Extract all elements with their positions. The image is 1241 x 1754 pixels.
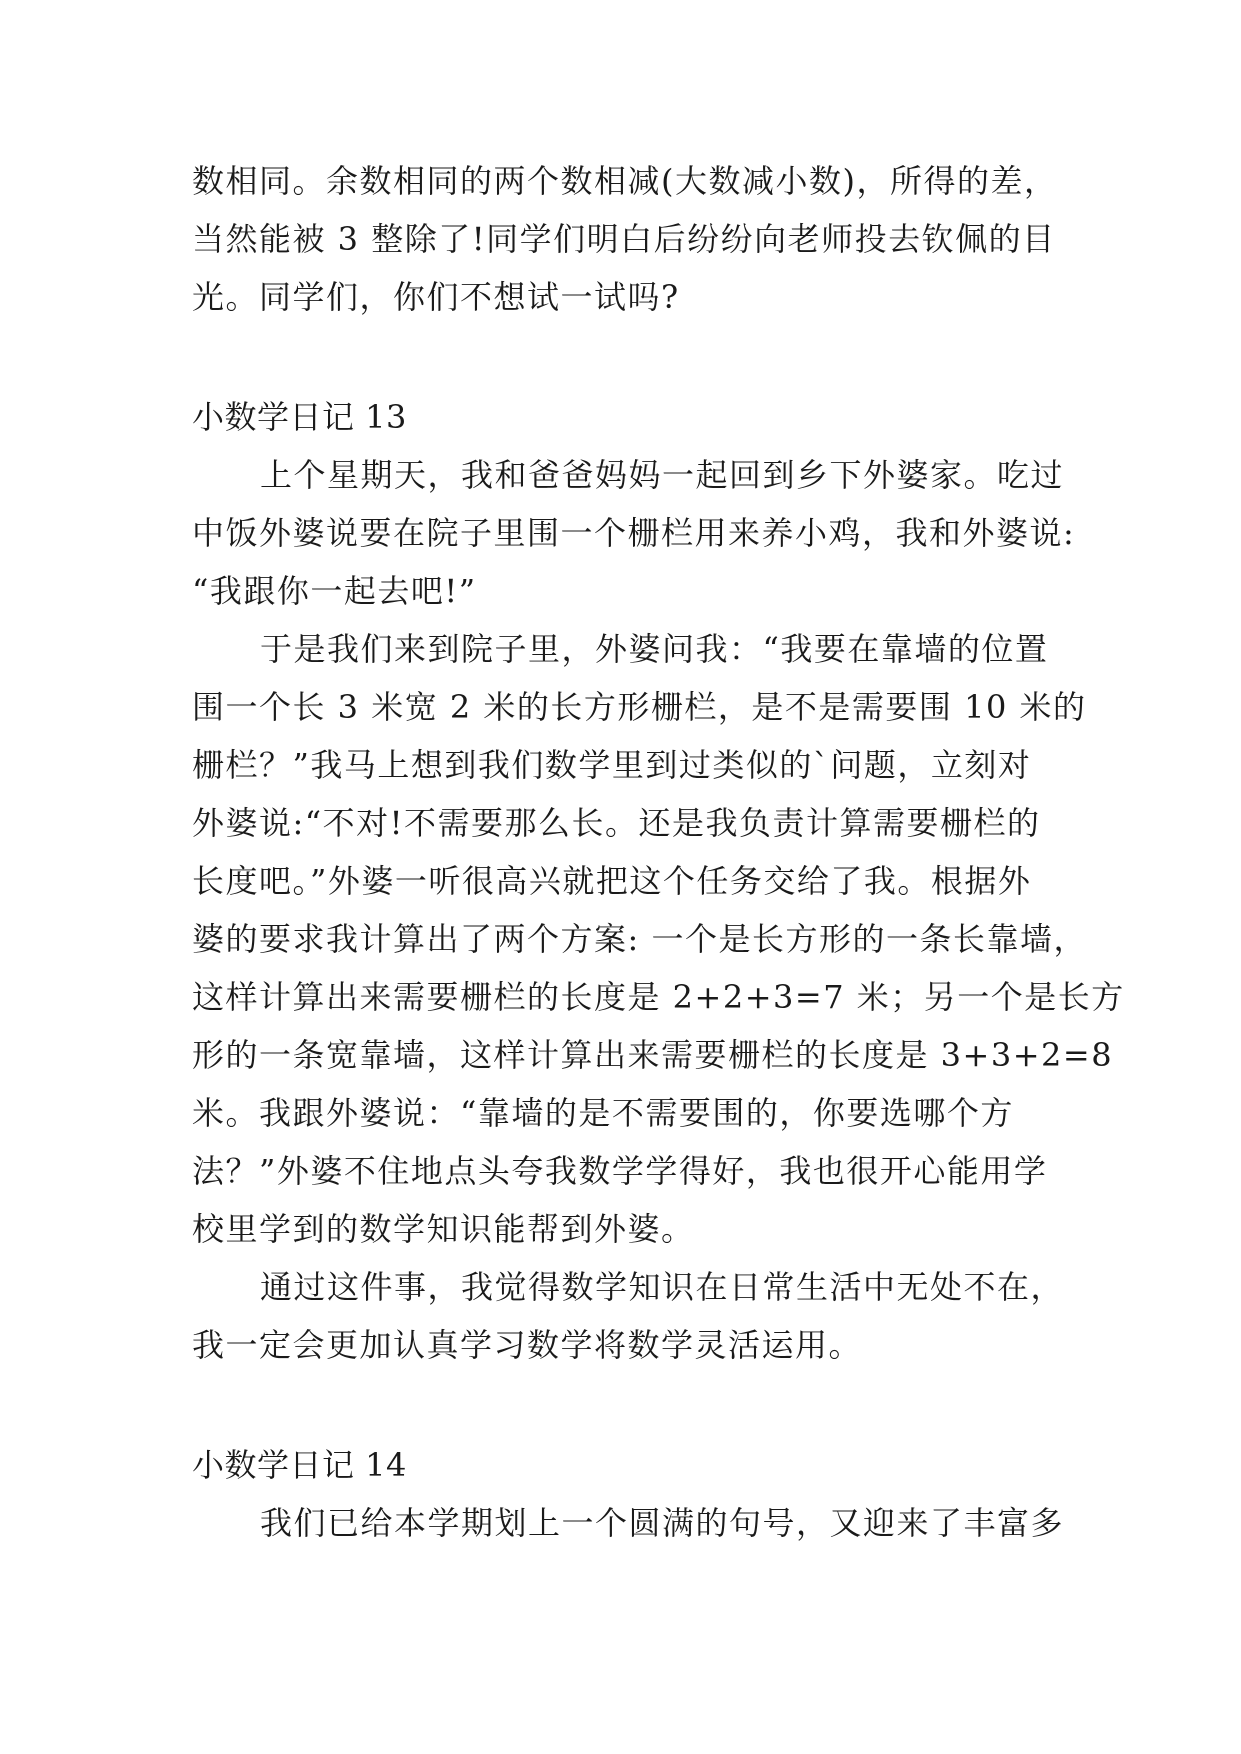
text-line: 米。我跟外婆说：“靠墙的是不需要围的，你要选哪个方 bbox=[192, 1094, 1014, 1132]
paragraph bbox=[192, 1494, 1065, 1552]
text-line: 形的一条宽靠墙，这样计算出来需要栅栏的长度是 3+3+2=8 bbox=[192, 1036, 1114, 1074]
text-line: 栅栏？”我马上想到我们数学里到过类似的`问题，立刻对 bbox=[192, 746, 1032, 784]
document-page bbox=[192, 152, 1125, 1552]
continued-paragraph bbox=[192, 152, 1062, 326]
text-line: 校里学到的数学知识能帮到外婆。 bbox=[192, 1210, 695, 1248]
text-line: 婆的要求我计算出了两个方案: 一个是长方形的一条长靠墙， bbox=[192, 920, 1087, 958]
text-line: 我们已给本学期划上一个圆满的句号，又迎来了丰富多 bbox=[260, 1504, 1065, 1542]
paragraph bbox=[192, 620, 1125, 1258]
text-line: 光。同学们，你们不想试一试吗? bbox=[192, 278, 680, 316]
text-line: 数相同。余数相同的两个数相减(大数减小数)，所得的差， bbox=[192, 162, 1058, 200]
diary-13-section bbox=[192, 388, 1125, 1374]
text-line: 上个星期天，我和爸爸妈妈一起回到乡下外婆家。吃过 bbox=[260, 456, 1065, 494]
text-line: 围一个长 3 米宽 2 米的长方形栅栏，是不是需要围 10 米的 bbox=[192, 688, 1087, 726]
text-line: 长度吧。”外婆一听很高兴就把这个任务交给了我。根据外 bbox=[192, 862, 1032, 900]
text-line: 外婆说:“不对!不需要那么长。还是我负责计算需要栅栏的 bbox=[192, 804, 1041, 842]
section-title: 小数学日记 13 bbox=[192, 398, 407, 436]
text-line: 这样计算出来需要栅栏的长度是 2+2+3=7 米；另一个是长方 bbox=[192, 978, 1125, 1016]
text-line: “我跟你一起去吧!” bbox=[192, 572, 477, 610]
text-line: 我一定会更加认真学习数学将数学灵活运用。 bbox=[192, 1326, 863, 1364]
diary-14-section bbox=[192, 1436, 1065, 1552]
text-line: 法？”外婆不住地点头夸我数学学得好，我也很开心能用学 bbox=[192, 1152, 1048, 1190]
text-line: 通过这件事，我觉得数学知识在日常生活中无处不在， bbox=[260, 1268, 1065, 1306]
text-line: 当然能被 3 整除了!同学们明白后纷纷向老师投去钦佩的目 bbox=[192, 220, 1056, 258]
text-line: 中饭外婆说要在院子里围一个栅栏用来养小鸡，我和外婆说: bbox=[192, 514, 1076, 552]
paragraph bbox=[192, 1258, 1065, 1374]
paragraph bbox=[192, 446, 1076, 620]
section-title: 小数学日记 14 bbox=[192, 1446, 407, 1484]
text-line: 于是我们来到院子里，外婆问我：“我要在靠墙的位置 bbox=[260, 630, 1049, 668]
